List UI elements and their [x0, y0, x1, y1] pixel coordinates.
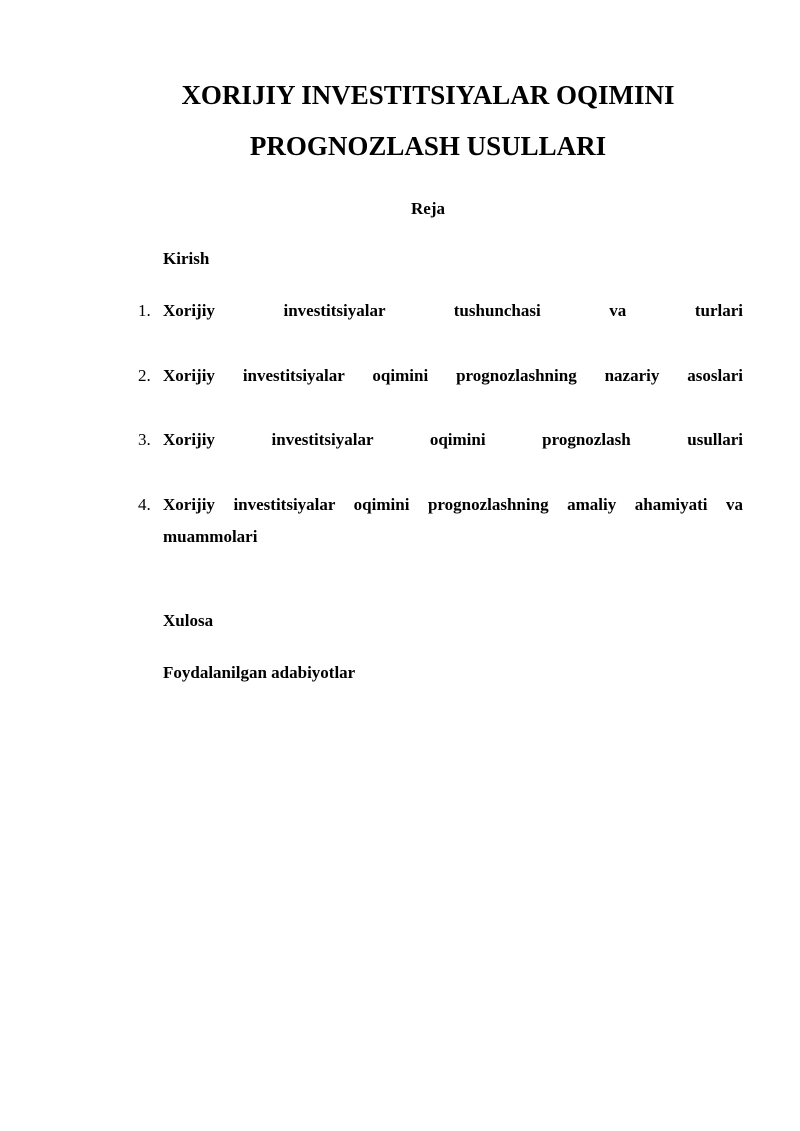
- document-title-line-1: XORIJIY INVESTITSIYALAR OQIMINI: [181, 80, 675, 110]
- plan-item-text: Xorijiy investitsiyalar oqimini prognozlash usullari: [163, 430, 743, 449]
- plan-item-number: 2.: [138, 366, 151, 385]
- intro-entry: Kirish: [163, 249, 210, 268]
- plan-item-3: [138, 424, 743, 456]
- plan-item-number: 1.: [138, 301, 151, 320]
- references-entry: Foydalanilgan adabiyotlar: [163, 663, 356, 682]
- plan-item-text: Xorijiy investitsiyalar oqimini prognozlashning amaliy ahamiyati va muammolari: [163, 495, 743, 546]
- plan-heading: Reja: [411, 199, 445, 218]
- plan-item-2: [138, 360, 743, 392]
- plan-item-number: 4.: [138, 495, 151, 514]
- conclusion-entry: Xulosa: [163, 611, 214, 630]
- plan-item-number: 3.: [138, 430, 151, 449]
- document-title-line-2: PROGNOZLASH USULLARI: [249, 131, 607, 161]
- plan-item-4: [138, 489, 743, 553]
- plan-item-text: Xorijiy investitsiyalar oqimini prognozlashning nazariy asoslari: [163, 366, 743, 385]
- plan-item-text: Xorijiy investitsiyalar tushunchasi va turlari: [163, 301, 743, 320]
- plan-item-1: [138, 295, 743, 327]
